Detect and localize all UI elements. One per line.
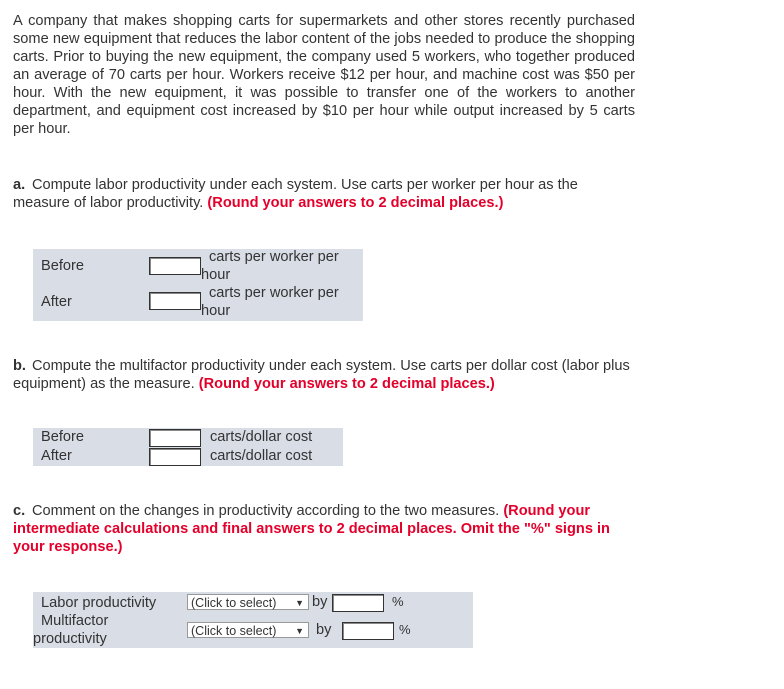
part-a-after-unit-2: hour: [201, 303, 231, 319]
part-c-labor-by: by: [312, 594, 328, 610]
part-a-after-unit-1: carts per worker per: [209, 285, 339, 301]
chevron-down-icon: ▼: [295, 626, 304, 636]
part-a-before-label: Before: [41, 258, 84, 274]
part-c-labor-input[interactable]: [332, 594, 384, 612]
part-b-letter: b.: [13, 358, 26, 374]
part-c-labor-percent: %: [392, 594, 404, 609]
part-b-before-label: Before: [41, 429, 84, 445]
part-a-instruction: (Round your answers to 2 decimal places.): [207, 195, 504, 211]
part-c-multifactor-select-value: (Click to select): [191, 624, 277, 638]
chevron-down-icon: ▼: [295, 598, 304, 608]
part-a-before-input[interactable]: [149, 257, 201, 275]
part-b-after-label: After: [41, 448, 72, 464]
part-c-text: Comment on the changes in productivity according to the two measures.: [32, 503, 500, 519]
part-b-text: Compute the multifactor productivity under each system. Use carts per dollar cost (labor plus equipment) as the measure.: [13, 358, 630, 392]
part-b-after-input[interactable]: [149, 448, 201, 466]
part-b-before-input[interactable]: [149, 429, 201, 447]
part-a-after-input[interactable]: [149, 292, 201, 310]
part-c-multifactor-input[interactable]: [342, 622, 394, 640]
part-c-multifactor-label-2: productivity: [33, 631, 107, 647]
part-a-text: Compute labor productivity under each system. Use carts per worker per hour as the measure of labor productivity.: [13, 177, 578, 211]
part-c-labor-label: Labor productivity: [41, 595, 157, 611]
part-c-letter: c.: [13, 503, 26, 519]
part-b-instruction: (Round your answers to 2 decimal places.): [198, 376, 495, 392]
part-c-labor-select-value: (Click to select): [191, 596, 277, 610]
part-c-multifactor-by: by: [316, 622, 332, 638]
part-c-panel: [33, 592, 473, 648]
part-c-multifactor-percent: %: [399, 622, 411, 637]
part-a-after-label: After: [41, 294, 72, 310]
part-b-panel: [33, 428, 343, 466]
part-a-letter: a.: [13, 177, 26, 193]
part-a-question: [13, 176, 635, 212]
problem-statement: A company that makes shopping carts for supermarkets and other stores recently purchased some new equipment that reduces the labor content of the jobs needed to produce the shopping carts. Prior to buying the new equipment, the company used 5 workers, who together produced an average of 70 carts per hour. Workers receive $12 per hour, and machine cost was $50 per hour. With the new equipment, it was possible to transfer one of the workers to another department, and equipment cost increased by $10 per hour while output increased by 5 carts per hour.: [13, 13, 635, 137]
part-b-before-unit: carts/dollar cost: [210, 429, 313, 445]
part-b-question: [13, 357, 635, 393]
part-a-before-unit-1: carts per worker per: [209, 249, 339, 265]
part-b-after-unit: carts/dollar cost: [210, 448, 313, 464]
part-c-question: [13, 502, 635, 556]
part-c-multifactor-label-1: Multifactor: [41, 613, 109, 629]
part-c-multifactor-select[interactable]: [187, 622, 309, 638]
part-c-labor-select[interactable]: [187, 594, 309, 610]
part-a-before-unit-2: hour: [201, 267, 231, 283]
part-c-instruction: (Round your intermediate calculations and final answers to 2 decimal places. Omit the "%" signs in your response.): [13, 503, 610, 555]
part-a-panel: [33, 249, 363, 321]
